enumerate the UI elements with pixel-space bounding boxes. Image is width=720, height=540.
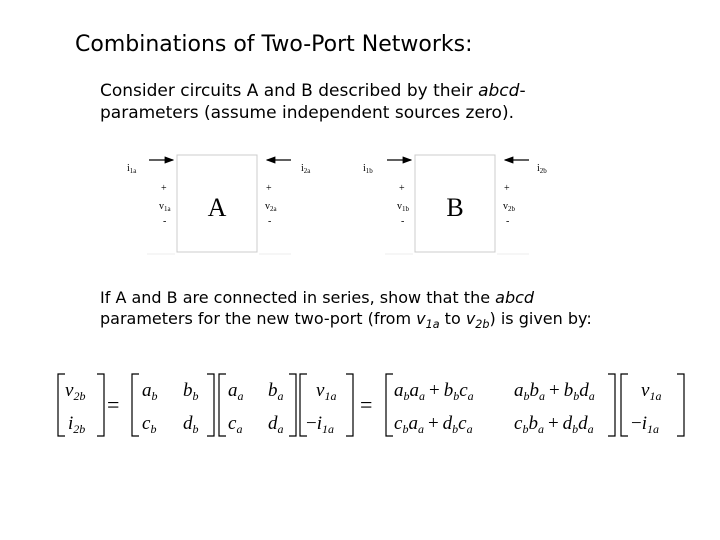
matrix-equation [0, 360, 720, 445]
mat-a-ba: $b_a$ [268, 380, 284, 403]
circuit-a-v-out-label: $v_{2a}$ [265, 201, 277, 213]
circuit-a-diagram [115, 150, 330, 255]
vec-right-neg-i1a: $-i_{1a}$ [631, 413, 659, 436]
vec-mid-neg-i1a: $-i_{1a}$ [306, 413, 334, 436]
lhs-right-bracket [97, 374, 104, 436]
circuit-b-i-out-label: $i_{2b}$ [537, 163, 547, 175]
vec-mid-right-bracket [346, 374, 353, 436]
circuit-a-v-in-label: $v_{1a}$ [159, 201, 171, 213]
question-line1-pre: If A and B are connected in series, show that the [100, 288, 496, 307]
intro-hyphen: - [519, 81, 526, 101]
question-abcd: abcd [495, 288, 535, 307]
mat-a-ca: $c_a$ [228, 413, 243, 436]
product-left-bracket [386, 374, 393, 436]
intro-abcd: abcd [478, 81, 520, 101]
circuit-b-diagram [353, 150, 568, 255]
mat-a-da: $d_a$ [268, 413, 284, 436]
vec-right-left-bracket [621, 374, 628, 436]
question-line2-post: ) is given by: [489, 309, 592, 328]
circuit-b-plus-left: + [399, 183, 405, 194]
question-text [100, 287, 700, 335]
circuit-a-i-out-label: $i_{2a}$ [301, 163, 311, 175]
circuit-b-block-label: B [446, 193, 464, 222]
slide-title: Combinations of Two-Port Networks: [75, 32, 473, 57]
circuit-b-v-out-label: $v_{2b}$ [503, 201, 515, 213]
intro-line1-pre: Consider circuits A and B described by their [100, 81, 479, 101]
intro-text [100, 80, 620, 124]
circuit-b-i-in-label: $i_{1b}$ [363, 163, 373, 175]
question-to: to [439, 309, 466, 328]
lhs-i2b: $i_{2b}$ [68, 413, 86, 436]
question-line2-pre: parameters for the new two-port (from [100, 309, 417, 328]
question-v1: $v_{1a}$ [416, 309, 440, 332]
prod-r2c2: $c_bb_a + d_bd_a$ [514, 413, 594, 436]
circuit-a-i-in-label: $i_{1a}$ [127, 163, 137, 175]
circuit-a-plus-right: + [266, 183, 272, 194]
circuit-b-minus-right: - [506, 216, 510, 227]
circuit-b-v-in-label: $v_{1b}$ [397, 201, 409, 213]
vec-right-v1a: $v_{1a}$ [641, 380, 662, 403]
circuit-a-minus-right: - [268, 216, 272, 227]
prod-r1c1: $a_ba_a + b_bc_a$ [394, 380, 474, 403]
mat-b-bb: $b_b$ [183, 380, 199, 403]
circuit-a-block-label: A [207, 193, 227, 222]
prod-r2c1: $c_ba_a + d_bc_a$ [394, 413, 473, 436]
mat-b-db: $d_b$ [183, 413, 199, 436]
mat-a-aa: $a_a$ [228, 380, 244, 403]
product-right-bracket [608, 374, 615, 436]
lhs-left-bracket [58, 374, 65, 436]
matrix-a-left-bracket [219, 374, 226, 436]
circuit-a-plus-left: + [161, 183, 167, 194]
mat-b-ab: $a_b$ [142, 380, 158, 403]
equals-1: = [107, 392, 120, 417]
mat-b-cb: $c_b$ [142, 413, 157, 436]
lhs-v2b: $v_{2b}$ [65, 380, 86, 403]
vec-right-right-bracket [677, 374, 684, 436]
matrix-a-right-bracket [289, 374, 296, 436]
circuit-b-minus-left: - [401, 216, 405, 227]
vec-mid-v1a: $v_{1a}$ [316, 380, 337, 403]
circuit-a-minus-left: - [163, 216, 167, 227]
circuit-b-plus-right: + [504, 183, 510, 194]
intro-line2: parameters (assume independent sources zero). [100, 103, 514, 123]
matrix-b-right-bracket [207, 374, 214, 436]
equals-2: = [360, 392, 373, 417]
question-v2: $v_{2b}$ [465, 309, 490, 332]
matrix-b-left-bracket [132, 374, 139, 436]
prod-r1c2: $a_bb_a + b_bd_a$ [514, 380, 595, 403]
